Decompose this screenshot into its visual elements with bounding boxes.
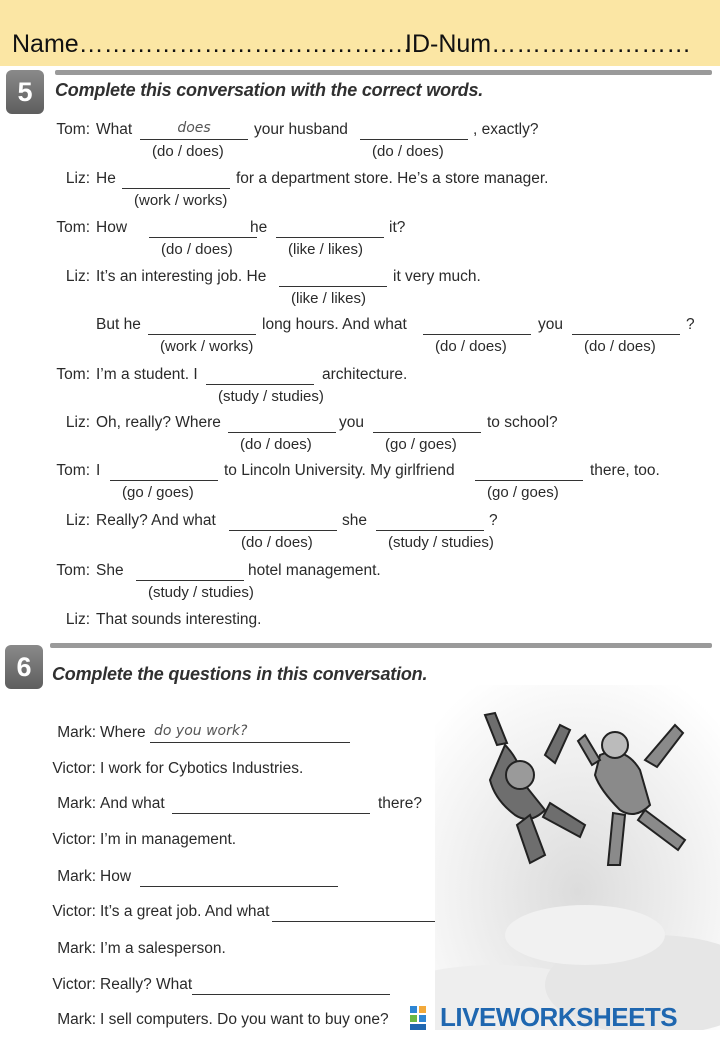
exercise5-line — [0, 120, 720, 160]
speaker-label: Mark: — [57, 868, 96, 885]
dialogue-text: it? — [389, 219, 406, 236]
answer-blank[interactable] — [110, 462, 218, 481]
dialogue-text: She — [96, 562, 124, 579]
word-choice-hint: (do / does) — [435, 338, 507, 355]
answer-blank[interactable] — [360, 121, 468, 140]
dialogue-text: I sell computers. Do you want to buy one? — [100, 1011, 389, 1028]
dialogue-text: your husband — [254, 121, 348, 138]
speaker-label: Mark: — [57, 795, 96, 812]
answer-blank[interactable] — [373, 414, 481, 433]
word-choice-hint: (like / likes) — [291, 290, 367, 307]
speaker-label: Tom: — [56, 219, 90, 236]
exercise5-line — [0, 462, 720, 501]
dialogue-text: He — [96, 170, 116, 187]
dialogue-text: , exactly? — [473, 121, 539, 138]
word-choice-hint: (do / does) — [240, 436, 312, 453]
dialogue-text: It’s an interesting job. He — [96, 268, 267, 285]
dialogue-text: you — [538, 316, 563, 333]
word-choice-hint: (study / studies) — [388, 534, 494, 551]
exercise5-line — [0, 414, 720, 453]
dialogue-text: Really? And what — [96, 512, 216, 529]
answer-blank[interactable] — [140, 121, 248, 140]
exercise5-line — [0, 170, 720, 209]
section-6-rule — [50, 643, 712, 648]
exercise5-line — [0, 611, 720, 633]
dialogue-text: hotel management. — [248, 562, 381, 579]
liveworksheets-logo-text: LIVEWORKSHEETS — [440, 1002, 678, 1032]
exercise5-line — [0, 562, 720, 601]
speaker-label: Tom: — [56, 121, 90, 138]
word-choice-hint: (do / does) — [161, 241, 233, 258]
exercise-6-instruction: Complete the questions in this conversation. — [52, 664, 428, 684]
answer-blank[interactable] — [376, 512, 484, 531]
liveworksheets-logo-mark — [410, 1006, 436, 1030]
dialogue-text: I’m a student. I — [96, 366, 198, 383]
dialogue-text: Really? What — [100, 976, 193, 993]
answer-blank[interactable] — [136, 562, 244, 581]
id-num-label: ID-Num…………………… — [405, 30, 692, 58]
dialogue-text: What — [96, 121, 133, 138]
word-choice-hint: (do / does) — [584, 338, 656, 355]
dialogue-text: I work for Cybotics Industries. — [100, 760, 304, 777]
word-choice-hint: (go / goes) — [122, 484, 194, 501]
exercise-5-badge: 5 — [6, 70, 44, 114]
answer-blank[interactable] — [228, 414, 336, 433]
exercise5-line — [0, 219, 720, 258]
dialogue-text: there? — [378, 795, 422, 812]
dialogue-text: But he — [96, 316, 141, 333]
word-choice-hint: (work / works) — [134, 192, 228, 209]
filled-answer: does — [177, 120, 211, 136]
word-choice-hint: (go / goes) — [385, 436, 457, 453]
dialogue-text: How — [96, 219, 128, 236]
exercise5-line — [0, 316, 720, 355]
filled-answer: do you work? — [154, 723, 248, 739]
exercise-5-instruction: Complete this conversation with the correct words. — [55, 80, 484, 100]
speaker-label: Tom: — [56, 462, 90, 479]
word-choice-hint: (do / does) — [372, 143, 444, 160]
dialogue-text: That sounds interesting. — [96, 611, 262, 628]
dialogue-text: you — [339, 414, 364, 431]
speaker-label: Liz: — [65, 170, 90, 187]
dialogue-text: it very much. — [393, 268, 481, 285]
word-choice-hint: (like / likes) — [288, 241, 364, 258]
speaker-label: Victor: — [52, 976, 96, 993]
exercise5-line — [0, 268, 720, 307]
name-label: Name…………………………………. — [12, 30, 411, 58]
answer-blank[interactable] — [475, 462, 583, 481]
dialogue-text: she — [342, 512, 367, 529]
answer-blank[interactable] — [148, 316, 256, 335]
speaker-label: Tom: — [56, 366, 90, 383]
word-choice-hint: (study / studies) — [148, 584, 254, 601]
section-5-rule — [55, 70, 712, 75]
word-choice-hint: (do / does) — [241, 534, 313, 551]
answer-blank[interactable] — [206, 366, 314, 385]
dialogue-text: there, too. — [590, 462, 660, 479]
speaker-label: Mark: — [57, 1011, 96, 1028]
speaker-label: Mark: — [57, 724, 96, 741]
answer-blank[interactable] — [172, 795, 370, 814]
dialogue-text: How — [100, 868, 132, 885]
word-choice-hint: (study / studies) — [218, 388, 324, 405]
speaker-label: Victor: — [52, 903, 96, 920]
word-choice-hint: (work / works) — [160, 338, 254, 355]
answer-blank[interactable] — [572, 316, 680, 335]
answer-blank[interactable] — [149, 219, 257, 238]
dialogue-text: ? — [489, 512, 498, 529]
speaker-label: Liz: — [65, 414, 90, 431]
dialogue-text: I’m a salesperson. — [100, 940, 226, 957]
answer-blank[interactable] — [229, 512, 337, 531]
speaker-label: Victor: — [52, 760, 96, 777]
speaker-label: Liz: — [65, 512, 90, 529]
answer-blank[interactable] — [423, 316, 531, 335]
dialogue-text: It’s a great job. And what — [100, 903, 270, 920]
answer-blank[interactable] — [140, 868, 338, 887]
speaker-label: Victor: — [52, 831, 96, 848]
speaker-label: Mark: — [57, 940, 96, 957]
answer-blank[interactable] — [276, 219, 384, 238]
speaker-label: Liz: — [65, 268, 90, 285]
dialogue-text: to Lincoln University. My girlfriend — [224, 462, 455, 479]
dialogue-text: to school? — [487, 414, 558, 431]
dialogue-text: And what — [100, 795, 165, 812]
dialogue-text: he — [250, 219, 268, 236]
dialogue-text: long hours. And what — [262, 316, 407, 333]
answer-blank[interactable] — [279, 268, 387, 287]
name-id-bar — [0, 0, 720, 66]
dialogue-text: for a department store. He’s a store manager. — [236, 170, 549, 187]
answer-blank[interactable] — [192, 976, 390, 995]
answer-blank[interactable] — [122, 170, 230, 189]
answer-blank[interactable] — [150, 724, 350, 743]
dialogue-text: architecture. — [322, 366, 408, 383]
skydivers-illustration — [435, 685, 720, 1030]
speaker-label: Liz: — [65, 611, 90, 628]
dialogue-text: Where — [100, 724, 146, 741]
word-choice-hint: (go / goes) — [487, 484, 559, 501]
dialogue-text: Oh, really? Where — [96, 414, 221, 431]
word-choice-hint: (do / does) — [152, 143, 224, 160]
speaker-label: Tom: — [56, 562, 90, 579]
exercise5-line — [0, 512, 720, 551]
dialogue-text: I — [96, 462, 101, 479]
dialogue-text: ? — [686, 316, 695, 333]
dialogue-text: I’m in management. — [100, 831, 237, 848]
exercise5-line — [0, 366, 720, 405]
exercise-6-badge: 6 — [5, 645, 43, 689]
